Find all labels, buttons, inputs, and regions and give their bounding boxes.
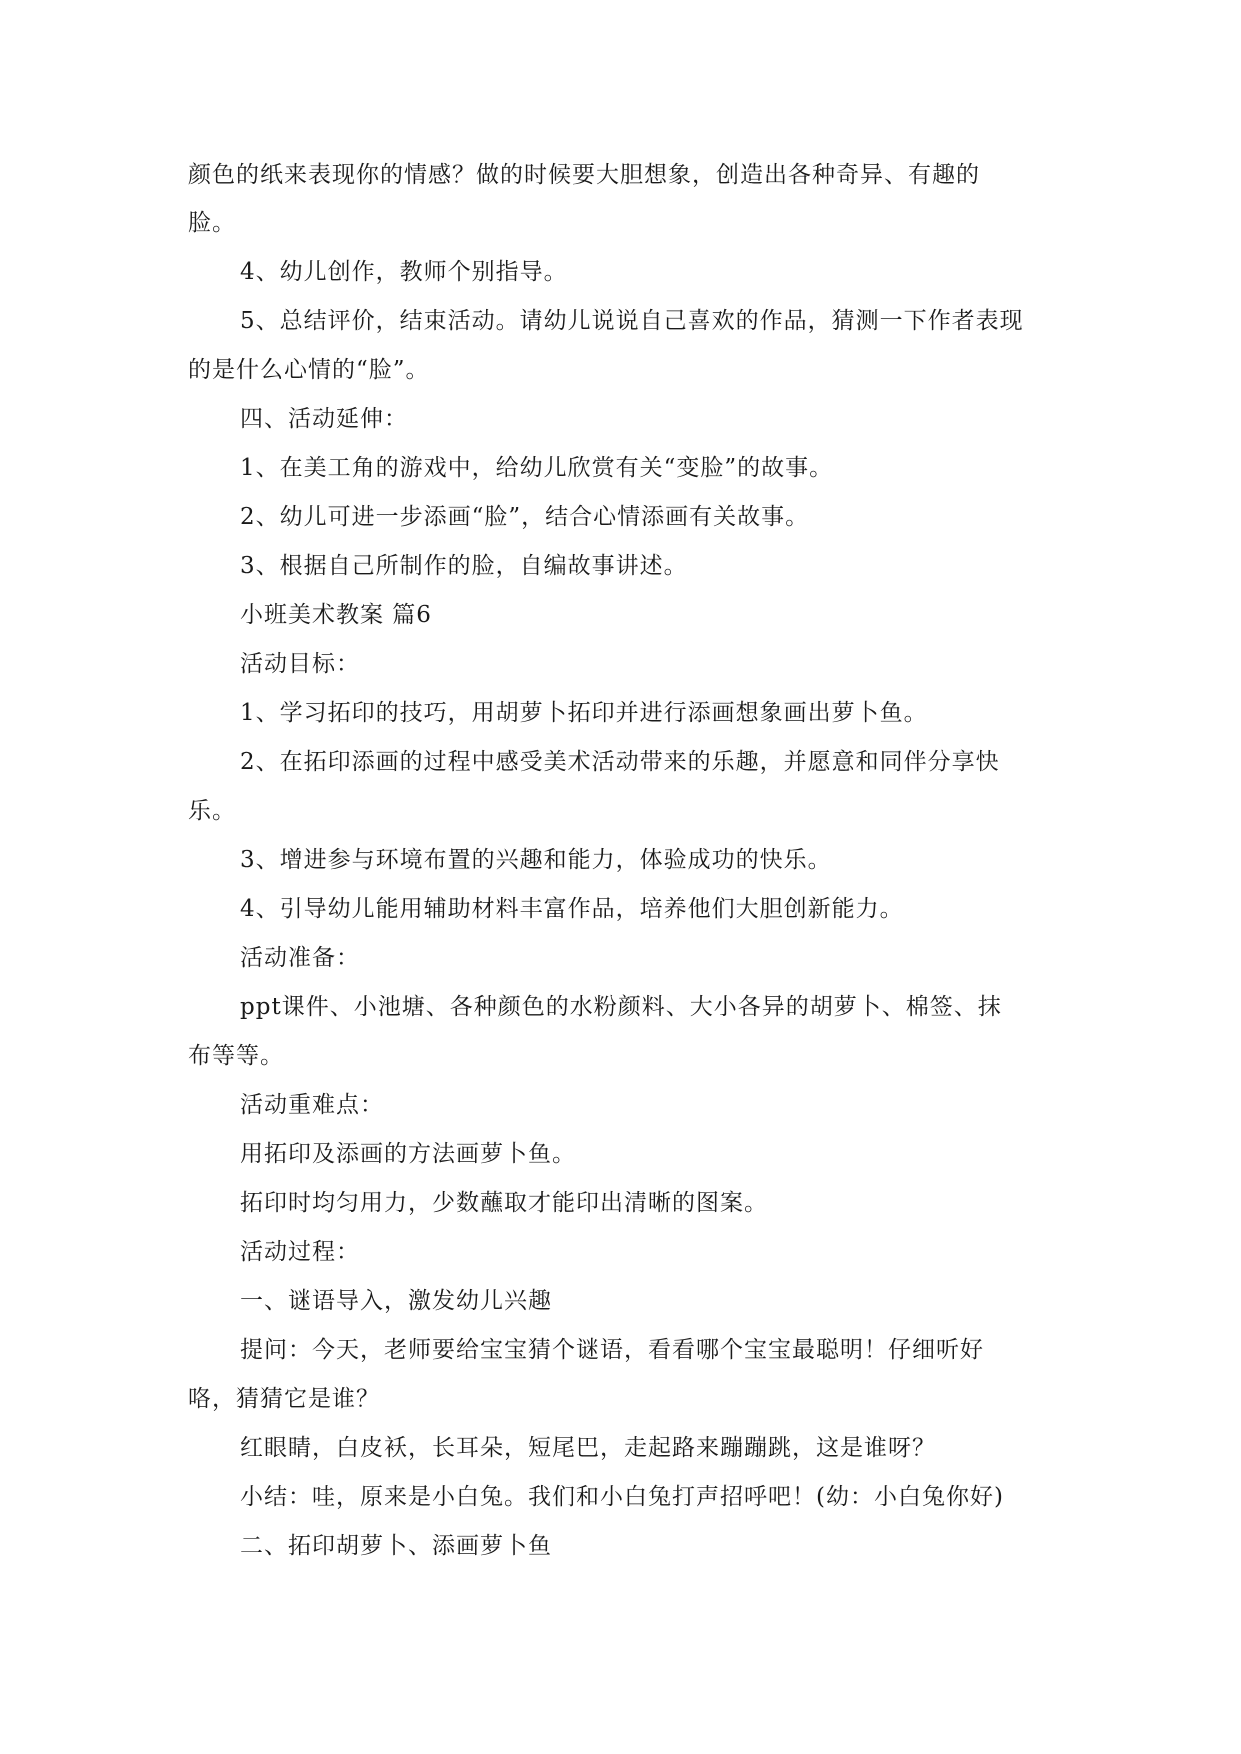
text-line: 5、总结评价，结束活动。请幼儿说说自己喜欢的作品，猜测一下作者表现 — [240, 308, 1024, 334]
text-line: 的是什么心情的“脸”。 — [188, 357, 430, 383]
text-line: 咯，猜猜它是谁？ — [188, 1386, 380, 1412]
text-line: 拓印时均匀用力，少数蘸取才能印出清晰的图案。 — [240, 1190, 768, 1216]
text-line: 1、在美工角的游戏中，给幼儿欣赏有关“变脸”的故事。 — [240, 455, 834, 481]
text-line: 脸。 — [188, 210, 236, 236]
text-line: 3、根据自己所制作的脸，自编故事讲述。 — [240, 553, 688, 579]
text-line: ppt课件、小池塘、各种颜色的水粉颜料、大小各异的胡萝卜、棉签、抹 — [240, 994, 1002, 1020]
section-heading: 活动准备： — [240, 945, 360, 971]
text-line: 颜色的纸来表现你的情感？做的时候要大胆想象，创造出各种奇异、有趣的 — [188, 162, 980, 188]
article-title: 小班美术教案 篇6 — [240, 602, 432, 628]
text-line: 提问：今天，老师要给宝宝猜个谜语，看看哪个宝宝最聪明！仔细听好 — [240, 1337, 984, 1363]
text-line: 布等等。 — [188, 1043, 284, 1069]
text-line: 2、幼儿可进一步添画“脸”，结合心情添画有关故事。 — [240, 504, 810, 530]
text-line: 用拓印及添画的方法画萝卜鱼。 — [240, 1141, 576, 1167]
text-line: 乐。 — [188, 798, 236, 824]
section-heading: 一、谜语导入，激发幼儿兴趣 — [240, 1288, 552, 1314]
text-line: 2、在拓印添画的过程中感受美术活动带来的乐趣，并愿意和同伴分享快 — [240, 749, 1000, 775]
text-line: 4、引导幼儿能用辅助材料丰富作品，培养他们大胆创新能力。 — [240, 896, 904, 922]
section-heading: 四、活动延伸： — [240, 406, 408, 432]
text-line: 红眼睛，白皮袄，长耳朵，短尾巴，走起路来蹦蹦跳，这是谁呀？ — [240, 1435, 936, 1461]
text-line: 3、增进参与环境布置的兴趣和能力，体验成功的快乐。 — [240, 847, 832, 873]
section-heading: 活动目标： — [240, 651, 360, 677]
text-line: 4、幼儿创作，教师个别指导。 — [240, 259, 568, 285]
section-heading: 活动过程： — [240, 1239, 360, 1265]
text-line: 小结：哇，原来是小白兔。我们和小白兔打声招呼吧！(幼：小白兔你好) — [240, 1484, 1004, 1510]
section-heading: 活动重难点： — [240, 1092, 384, 1118]
text-line: 1、学习拓印的技巧，用胡萝卜拓印并进行添画想象画出萝卜鱼。 — [240, 700, 928, 726]
section-heading: 二、拓印胡萝卜、添画萝卜鱼 — [240, 1533, 552, 1559]
